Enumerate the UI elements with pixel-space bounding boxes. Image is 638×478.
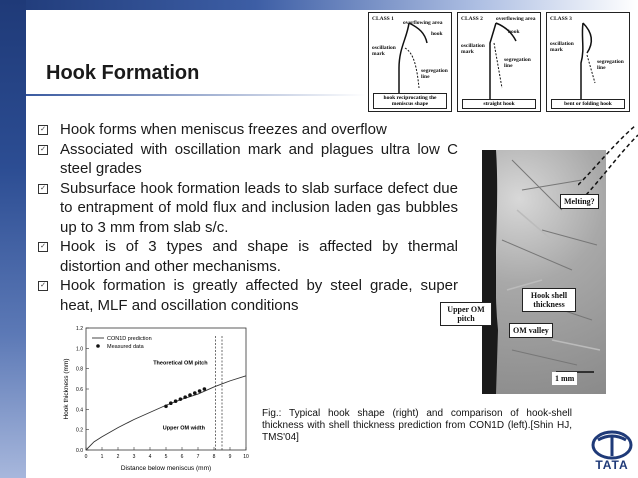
bullet-text: Hook forms when meniscus freezes and overflow — [60, 121, 387, 138]
measured-data-point — [164, 404, 168, 408]
class-1-diagram — [368, 12, 452, 112]
measured-data-point — [198, 389, 202, 393]
bullet-item — [38, 179, 458, 238]
x-tick-label: 7 — [196, 454, 200, 460]
bullet-text: Subsurface hook formation leads to slab surface defect due to entrapment of mold flux and inclusion laden gas bubbles up to 3 mm from slab s/c. — [60, 179, 458, 236]
y-tick-label: 0.4 — [76, 407, 83, 414]
legend-dot-icon — [96, 344, 100, 348]
bullet-item — [38, 140, 458, 179]
y-tick-label: 1.2 — [76, 326, 83, 332]
class-1-label-overflow: overflowing area — [403, 20, 443, 26]
y-tick-label: 0.8 — [76, 366, 83, 373]
om-valley-label: OM valley — [509, 323, 553, 338]
melting-label: Melting? — [560, 194, 599, 209]
class-3-label-seg: segregation line — [597, 59, 624, 71]
bullet-list — [38, 120, 458, 315]
bullet-text: Hook formation is greatly affected by steel grade, super heat, MLF and oscillation conditions — [60, 277, 458, 314]
measured-data-point — [193, 391, 197, 395]
hook-shell-label: Hook shell thickness — [522, 288, 576, 312]
x-tick-label: 10 — [243, 454, 249, 460]
class-1-title: CLASS 1 — [372, 16, 394, 22]
figure-caption: Fig.: Typical hook shape (right) and comparison of hook-shell thickness with shell thickness prediction from CON1D (left).[Shin HJ, TMS'04] — [262, 408, 572, 443]
annotation-theoretical-om-pitch: Theoretical OM pitch — [153, 360, 208, 367]
bullet-mark-icon: ✓ — [38, 281, 48, 291]
annotation-upper-om-width: Upper OM width — [162, 425, 205, 432]
y-tick-label: 0.2 — [76, 427, 83, 434]
tata-logo-text: TATA — [595, 458, 629, 472]
y-tick-label: 1.0 — [76, 346, 83, 353]
title-underline — [26, 94, 366, 96]
class-2-diagram — [457, 12, 541, 112]
x-tick-label: 0 — [84, 454, 88, 460]
bullet-mark-icon: ✓ — [38, 242, 48, 252]
scale-bar-label: 1 mm — [552, 372, 577, 385]
class-3-title: CLASS 3 — [550, 16, 572, 22]
x-tick-label: 3 — [132, 454, 136, 460]
bullet-item — [38, 120, 458, 140]
measured-data-point — [179, 397, 183, 401]
class-2-label-seg: segregation line — [504, 57, 531, 69]
class-2-label-overflow: overflowing area — [496, 16, 536, 22]
tata-logo-icon — [590, 430, 634, 460]
x-tick-label: 5 — [164, 454, 168, 460]
class-1-caption: hook reciprocating the meniscus shape — [373, 93, 447, 109]
x-axis-label: Distance below meniscus (mm) — [120, 465, 212, 472]
measured-data-point — [174, 399, 178, 403]
measured-data-point — [169, 401, 173, 405]
class-1-label-seg: segregation line — [421, 68, 448, 80]
left-decor-band — [0, 0, 26, 478]
measured-data-point — [188, 393, 192, 397]
y-tick-label: 0.0 — [76, 448, 83, 454]
bullet-mark-icon: ✓ — [38, 125, 48, 135]
hook-thickness-chart — [58, 322, 254, 472]
class-2-label-hook: hook — [508, 29, 520, 35]
x-tick-label: 2 — [116, 454, 120, 460]
upper-om-label: Upper OM pitch — [440, 302, 492, 326]
bullet-text: Hook is of 3 types and shape is affected by thermal distortion and other mechanisms. — [60, 238, 458, 275]
y-axis-label: Hook thickness (mm) — [63, 358, 70, 420]
class-1-label-hook: hook — [431, 31, 443, 37]
x-tick-label: 6 — [180, 454, 184, 460]
class-3-diagram — [546, 12, 630, 112]
class-2-label-om: oscillation mark — [461, 43, 485, 55]
class-3-caption: bent or folding hook — [551, 99, 625, 109]
x-tick-label: 1 — [100, 454, 104, 460]
bullet-mark-icon: ✓ — [38, 145, 48, 155]
bullet-text: Associated with oscillation mark and plagues ultra low C steel grades — [60, 140, 458, 177]
slide-title: Hook Formation — [46, 62, 200, 84]
class-2-title: CLASS 2 — [461, 16, 483, 22]
legend-label: CON1D prediction — [107, 336, 152, 342]
legend-label: Measured data — [107, 344, 144, 350]
x-tick-label: 9 — [228, 454, 232, 460]
bullet-item — [38, 237, 458, 276]
bullet-item — [38, 276, 458, 315]
y-tick-label: 0.6 — [76, 387, 83, 393]
tata-logo — [590, 430, 634, 474]
measured-data-point — [203, 387, 207, 391]
x-tick-label: 8 — [212, 454, 216, 460]
x-tick-label: 4 — [148, 454, 152, 460]
chart-svg — [58, 322, 254, 472]
class-2-caption: straight hook — [462, 99, 536, 109]
top-decor-band — [0, 0, 638, 10]
measured-data-point — [183, 395, 187, 399]
class-1-label-om: oscillation mark — [372, 45, 396, 57]
bullet-mark-icon: ✓ — [38, 184, 48, 194]
class-3-label-om: oscillation mark — [550, 41, 574, 53]
